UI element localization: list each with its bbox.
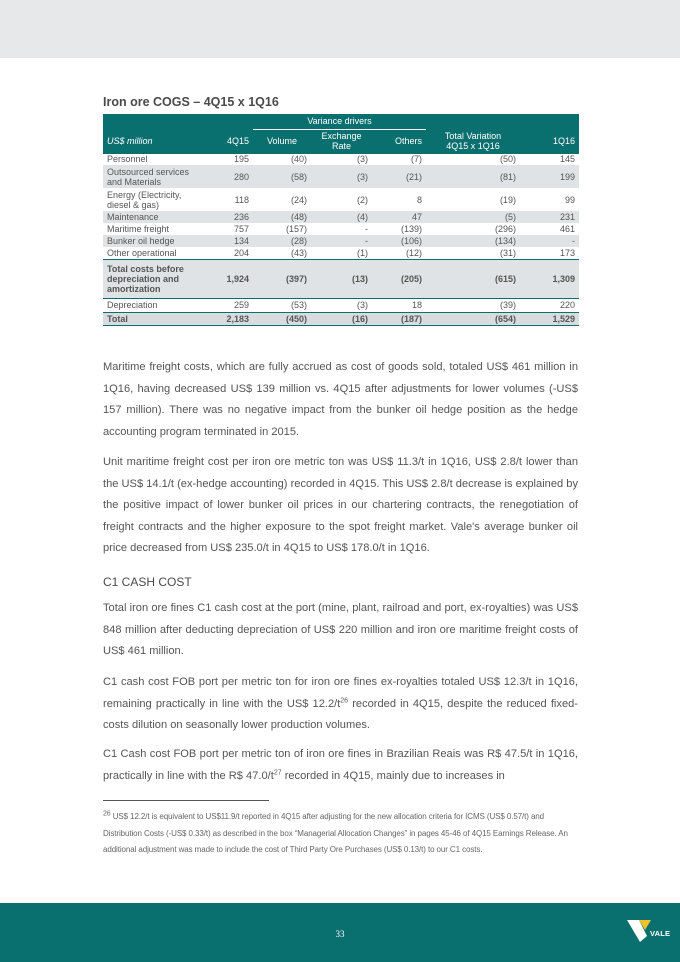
table-row: Maintenance 236 (48) (4) 47 (5) 231 [103,211,579,223]
table-row: Maritime freight 757 (157) - (139) (296) 461 [107,224,575,234]
footnote-ref-27: 27 [273,768,282,776]
table-row: Energy (Electricity, diesel & gas) 118 (24) (2) 8 (19) 99 [107,189,575,210]
footnote-26: $^{26}$ US$ 12.2/t is equivalent to US$11.9/t reported in 4Q15 after adjusting for the new allocation criteria for ICMS (US$ 0.57/t) and Distribution Costs (-US$ 0.33/t) as described in the box “Managerial Allocation Changes” in pages 45-46 of 4Q15 Earnings Release. An additional adjustment was made to include the cost of Third Party Ore Purchases (US$ 0.13/t) to our C1 costs. [103,810,568,855]
col-header-4q15: 4Q15 [197,129,253,153]
table-row: Outsourced services and Materials 280 (58) (3) (21) (81) 199 [103,165,579,188]
vale-logo-text: VALE [650,929,671,938]
col-header-others: Others [372,129,426,153]
footer-band [0,903,680,962]
col-header-exchange-rate: Exchange Rate [311,129,372,153]
section-title: Iron ore COGS – 4Q15 x 1Q16 [103,95,279,109]
table-group-header-row [103,114,579,129]
variance-drivers-header: Variance drivers [253,114,426,129]
c1-cash-cost-heading: C1 CASH COST [103,575,192,589]
paragraph-c1-total: Total iron ore fines C1 cash cost at the port (mine, plant, railroad and port, ex-royalties) was US$ 848 million after deducting depreciation of US$ 220 million and iron ore maritime freight costs of US$ 461 million. [103,602,578,657]
footnote-ref-26: 26 [340,696,349,704]
table-row: Other operational 204 (43) (1) (12) (31) 173 [107,247,575,258]
table-row-total: Total 2,183 (450) (16) (187) (654) 1,529 [103,312,579,325]
header-band [0,0,680,58]
table-row: Bunker oil hedge 134 (28) - (106) (134) - [103,235,579,247]
paragraph-maritime-freight: Maritime freight costs, which are fully accrued as cost of goods sold, totaled US$ 461 million in 1Q16, having decreased US$ 139 million vs. 4Q15 after adjustments for lower volumes (-US$ 157 million). There was no negative impact from the bunker oil hedge position as the hedge accounting program terminated in 2015. [103,361,578,438]
paragraph-c1-fob-usd: C1 cash cost FOB port per metric ton for iron ore fines ex-royalties totaled US$ 12.3/t in 1Q16, remaining practically in line with the US$ $12.2/t^{26}$ recorded in 4Q15, despite the reduced fixed-costs dilution on seasonally lower production volumes. [103,676,578,731]
col-header-volume: Volume [253,129,311,153]
table-row-subtotal: Total costs before depreciation and amortization 1,924 (397) (13) (205) (615) 1,309 [103,259,579,298]
cogs-variance-table [103,114,579,326]
col-header-label: US$ million [103,129,197,153]
page-number: 33 [335,929,345,939]
table-header-row [103,129,579,153]
footnote-divider [103,800,269,801]
paragraph-c1-fob-brl: C1 Cash cost FOB port per metric ton of iron ore fines in Brazilian Reais was R$ 47.5/t in 1Q16, practically in line with the R$ $47.0/t^{27}$ recorded in 4Q15, mainly due to increases in [103,748,578,782]
col-header-total-variation: Total Variation 4Q15 x 1Q16 [426,129,520,153]
table-row: Depreciation 259 (53) (3) 18 (39) 220 [107,300,575,310]
table-row: Personnel 195 (40) (3) (7) (50) 145 [103,153,579,165]
paragraph-unit-freight-cost: Unit maritime freight cost per iron ore metric ton was US$ 11.3/t in 1Q16, US$ 2.8/t lower than the US$ 14.1/t (ex-hedge accounting) recorded in 4Q15. This US$ 2.8/t decrease is explained by the positive impact of lower bunker oil prices in our chartering contracts, the renegotiation of freight contracts and the higher exposure to the spot freight market. Vale's average bunker oil price decreased from US$ 235.0/t in 4Q15 to US$ 178.0/t in 1Q16. [103,456,578,554]
col-header-1q16: 1Q16 [520,129,579,153]
